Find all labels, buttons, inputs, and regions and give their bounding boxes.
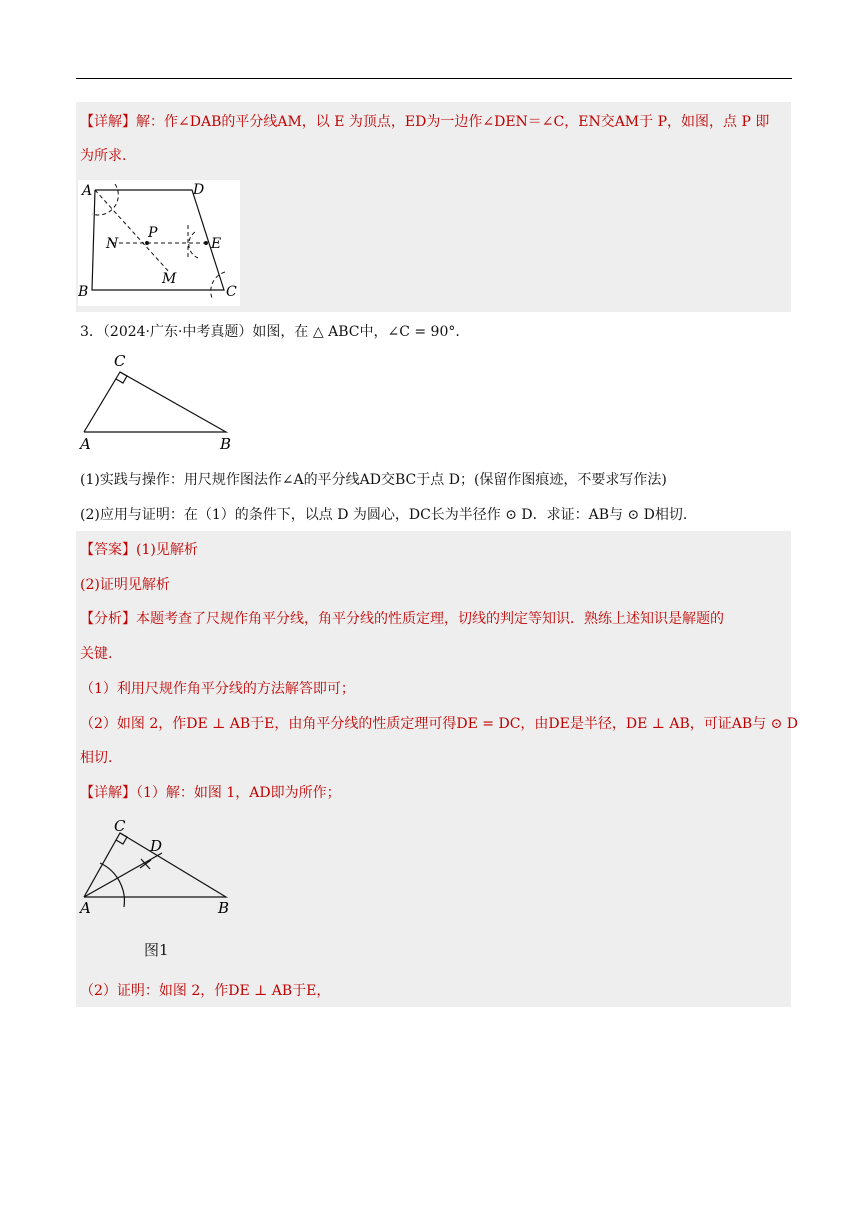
detail-line-2: 为所求. (80, 148, 127, 164)
step-line-1: （1）利用尺规作角平分线的方法解答即可； (80, 681, 355, 697)
fig2-label-A: A (80, 435, 91, 452)
step-line-2a: （2）如图 2，作DE ⊥ AB于E，由角平分线的性质定理可得DE = DC，由DE是半径，DE ⊥ AB，可证AB与 ⊙ D (80, 716, 799, 732)
analysis-line-2: 关键. (80, 646, 113, 662)
solution-block-2 (76, 531, 791, 1007)
fig1-label-N: N (106, 236, 119, 252)
fig1-label-C: C (226, 284, 237, 300)
answer-line-1: 【答案】(1)见解析 (80, 542, 198, 558)
header-rule (76, 78, 792, 79)
fig3-label-C: C (114, 817, 126, 835)
trapezoid-figure (78, 180, 240, 306)
fig3-label-A: A (80, 899, 91, 917)
detail-line-1: 【详解】解：作∠DAB的平分线AM，以 E 为顶点，ED为一边作∠DEN＝∠C，EN交AM于 P，如图，点 P 即 (80, 114, 770, 130)
triangle-figure (78, 350, 240, 452)
fig1-label-M: M (162, 271, 177, 287)
fig2-label-B: B (220, 435, 232, 452)
problem-stem: 3．（2024·广东·中考真题）如图，在 △ ABC中，∠C = 90°. (80, 324, 460, 340)
fig1-label-E: E (211, 236, 222, 252)
analysis-line-1: 【分析】本题考查了尺规作角平分线，角平分线的性质定理，切线的判定等知识．熟练上述知识是解题的 (80, 611, 724, 627)
fig1-label-P: P (148, 225, 158, 241)
fig1-label-D: D (193, 182, 205, 198)
bisector-figure (78, 815, 240, 917)
problem-part-1: (1)实践与操作：用尺规作图法作∠A的平分线AD交BC于点 D；(保留作图痕迹，不要求写作法) (80, 472, 667, 488)
fig1-label-A: A (82, 183, 93, 199)
fig1-label-B: B (78, 284, 89, 300)
fig3-label-D: D (150, 837, 163, 855)
problem-part-2: (2)应用与证明：在（1）的条件下，以点 D 为圆心，DC长为半径作 ⊙ D．求证：AB与 ⊙ D相切. (80, 507, 688, 523)
detail-line-3: 【详解】（1）解：如图 1，AD即为所作； (80, 785, 341, 801)
step-line-2b: 相切. (80, 750, 113, 766)
figure-caption: 图1 (144, 941, 169, 959)
detail-line-4: （2）证明：如图 2，作DE ⊥ AB于E， (80, 983, 331, 999)
answer-line-2: (2)证明见解析 (80, 577, 170, 593)
fig2-label-C: C (114, 352, 126, 370)
fig3-label-B: B (218, 899, 230, 917)
